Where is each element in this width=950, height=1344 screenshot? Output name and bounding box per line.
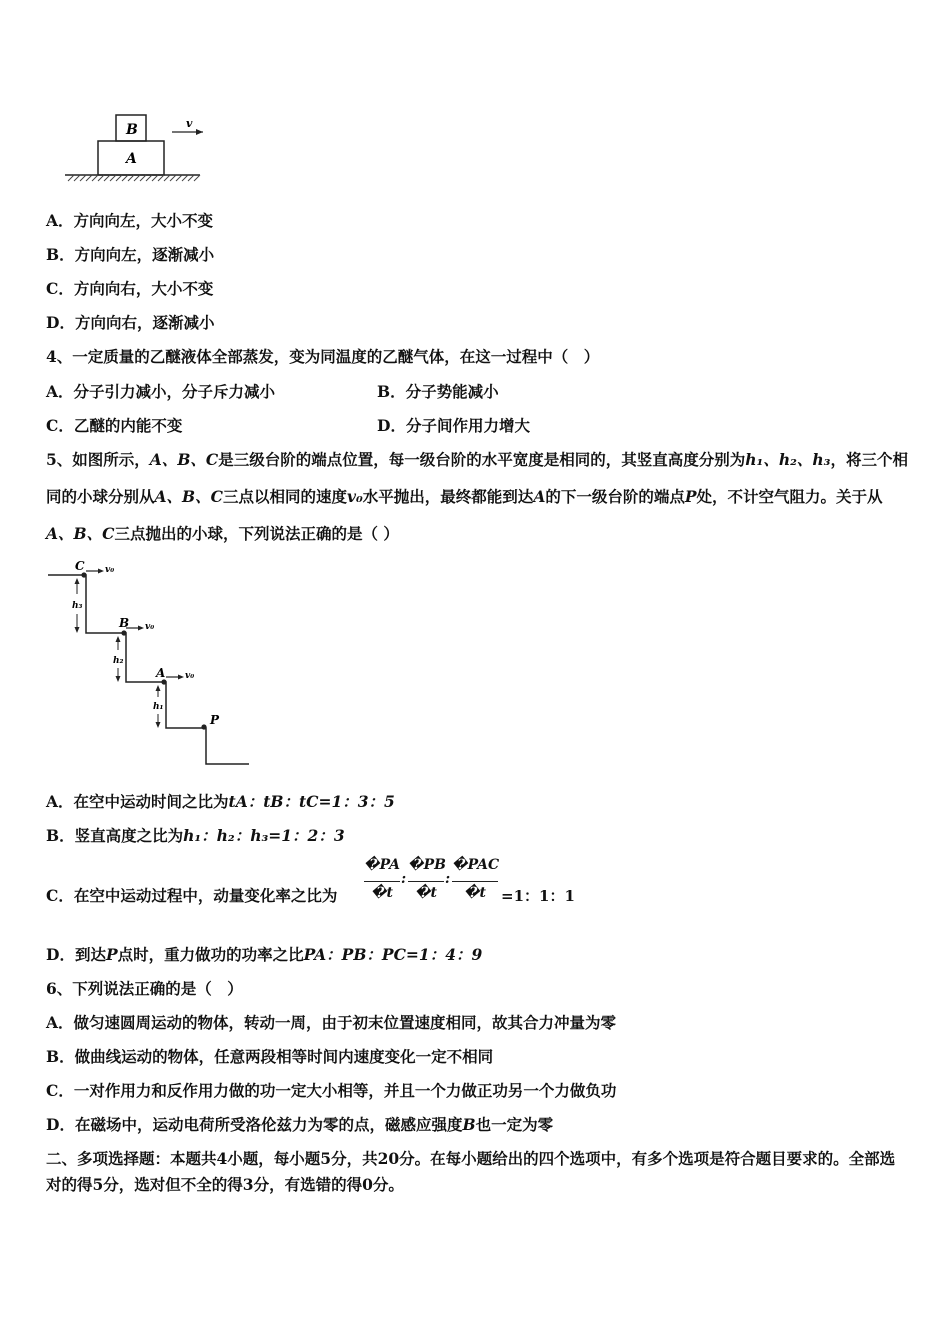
label-v0-b: v₀ <box>145 622 155 632</box>
frac-tail: =1：1：1 <box>501 887 575 905</box>
q5-option-b: B．竖直高度之比为h₁：h₂：h₃=1：2：3 <box>46 826 345 845</box>
h3-arrow-up <box>75 578 80 584</box>
frac2-num: �PB <box>408 857 446 873</box>
q6-option-b: B．做曲线运动的物体，任意两段相等时间内速度变化一定不相同 <box>46 1047 494 1066</box>
q3-option-d: D．方向向右，逐渐减小 <box>46 313 215 332</box>
label-v0-c: v₀ <box>105 565 115 575</box>
q6-option-a: A．做匀速圆周运动的物体，转动一周，由于初末位置速度相同，故其合力冲量为零 <box>46 1013 617 1032</box>
height-markers <box>77 580 158 726</box>
h2-arrow-down <box>116 676 121 682</box>
point-b <box>121 630 126 635</box>
frac3-num: �PAC <box>452 857 500 873</box>
label-h3: h₃ <box>72 601 83 611</box>
ground-hatch <box>68 175 200 181</box>
frac3-bar <box>452 881 498 882</box>
frac1-bar <box>364 881 400 882</box>
frac2-bar <box>408 881 444 882</box>
label-a: A <box>156 666 166 680</box>
q5-option-a: A．在空中运动时间之比为tA：tB：tC=1：3：5 <box>46 792 395 811</box>
frac1-num: �PA <box>364 857 400 873</box>
section-2-heading: 二、多项选择题：本题共4小题，每小题5分，共20分。在每小题给出的四个选项中，有多个选项是符合题目要求的。全部选对的得5分，选对但不全的得3分，有选错的得0分。 <box>46 1149 896 1194</box>
label-b: B <box>119 616 130 630</box>
h2-arrow-up <box>116 636 121 642</box>
label-v0-a: v₀ <box>185 671 195 681</box>
h3-arrow-down <box>75 627 80 633</box>
label-v: v <box>186 117 193 130</box>
arrowhead-b <box>138 626 144 631</box>
q6-stem: 6、下列说法正确的是（ ） <box>46 979 243 998</box>
point-a <box>161 679 166 684</box>
label-p: P <box>210 713 220 727</box>
stairs-figure <box>44 558 254 770</box>
q4-option-c: C．乙醚的内能不变 <box>46 416 183 435</box>
label-h1: h₁ <box>153 702 164 712</box>
q4-option-a: A．分子引力减小，分子斥力减小 <box>46 382 276 401</box>
label-c: C <box>75 559 85 573</box>
q4-option-b: B．分子势能减小 <box>377 382 499 401</box>
q5-option-d: D．到达P点时，重力做功的功率之比PA：PB：PC=1：4：9 <box>46 945 483 964</box>
q5-option-c: C．在空中运动过程中，动量变化率之比为 <box>46 886 338 905</box>
frac3-den: �t <box>463 885 487 901</box>
block-figure <box>60 105 210 185</box>
point-c <box>81 572 86 577</box>
q6-option-c: C．一对作用力和反作用力做的功一定大小相等，并且一个力做正功另一个力做负功 <box>46 1081 617 1100</box>
label-h2: h₂ <box>113 656 124 666</box>
q4-option-d: D．分子间作用力增大 <box>377 416 530 435</box>
q5-option-c-formula <box>364 857 584 909</box>
h1-arrow-up <box>156 685 161 691</box>
q3-option-c: C．方向向右，大小不变 <box>46 279 214 298</box>
label-b: B <box>126 122 138 138</box>
q5-stem: 5、如图所示，A、B、C是三级台阶的端点位置，每一级台阶的水平宽度是相同的，其竖直高度分别为h₁、h₂、h₃，将三个相同的小球分别从A、B、C三点以相同的速度v₀水平抛出，最终都能到达A的下一级台阶的端点P处，不计空气阻力。关于从A、B、C三点抛出的小球，下列说法正确的是（ ） <box>46 450 908 543</box>
arrowhead-a <box>178 675 184 680</box>
h1-arrow-down <box>156 722 161 728</box>
arrowhead-c <box>98 569 104 574</box>
q4-stem: 4、一定质量的乙醚液体全部蒸发，变为同温度的乙醚气体，在这一过程中（ ） <box>46 347 600 366</box>
v0-arrows <box>86 571 182 677</box>
frac-sep-2: : <box>445 871 451 887</box>
q6-option-d: D．在磁场中，运动电荷所受洛伦兹力为零的点，磁感应强度B也一定为零 <box>46 1115 554 1134</box>
frac2-den: �t <box>414 885 438 901</box>
point-p <box>201 724 206 729</box>
velocity-arrowhead <box>196 129 203 135</box>
q3-option-b: B．方向向左，逐渐减小 <box>46 245 215 264</box>
q3-option-a: A．方向向左，大小不变 <box>46 211 214 230</box>
frac-sep-1: : <box>401 871 407 887</box>
frac1-den: �t <box>370 885 394 901</box>
label-a: A <box>126 151 137 167</box>
